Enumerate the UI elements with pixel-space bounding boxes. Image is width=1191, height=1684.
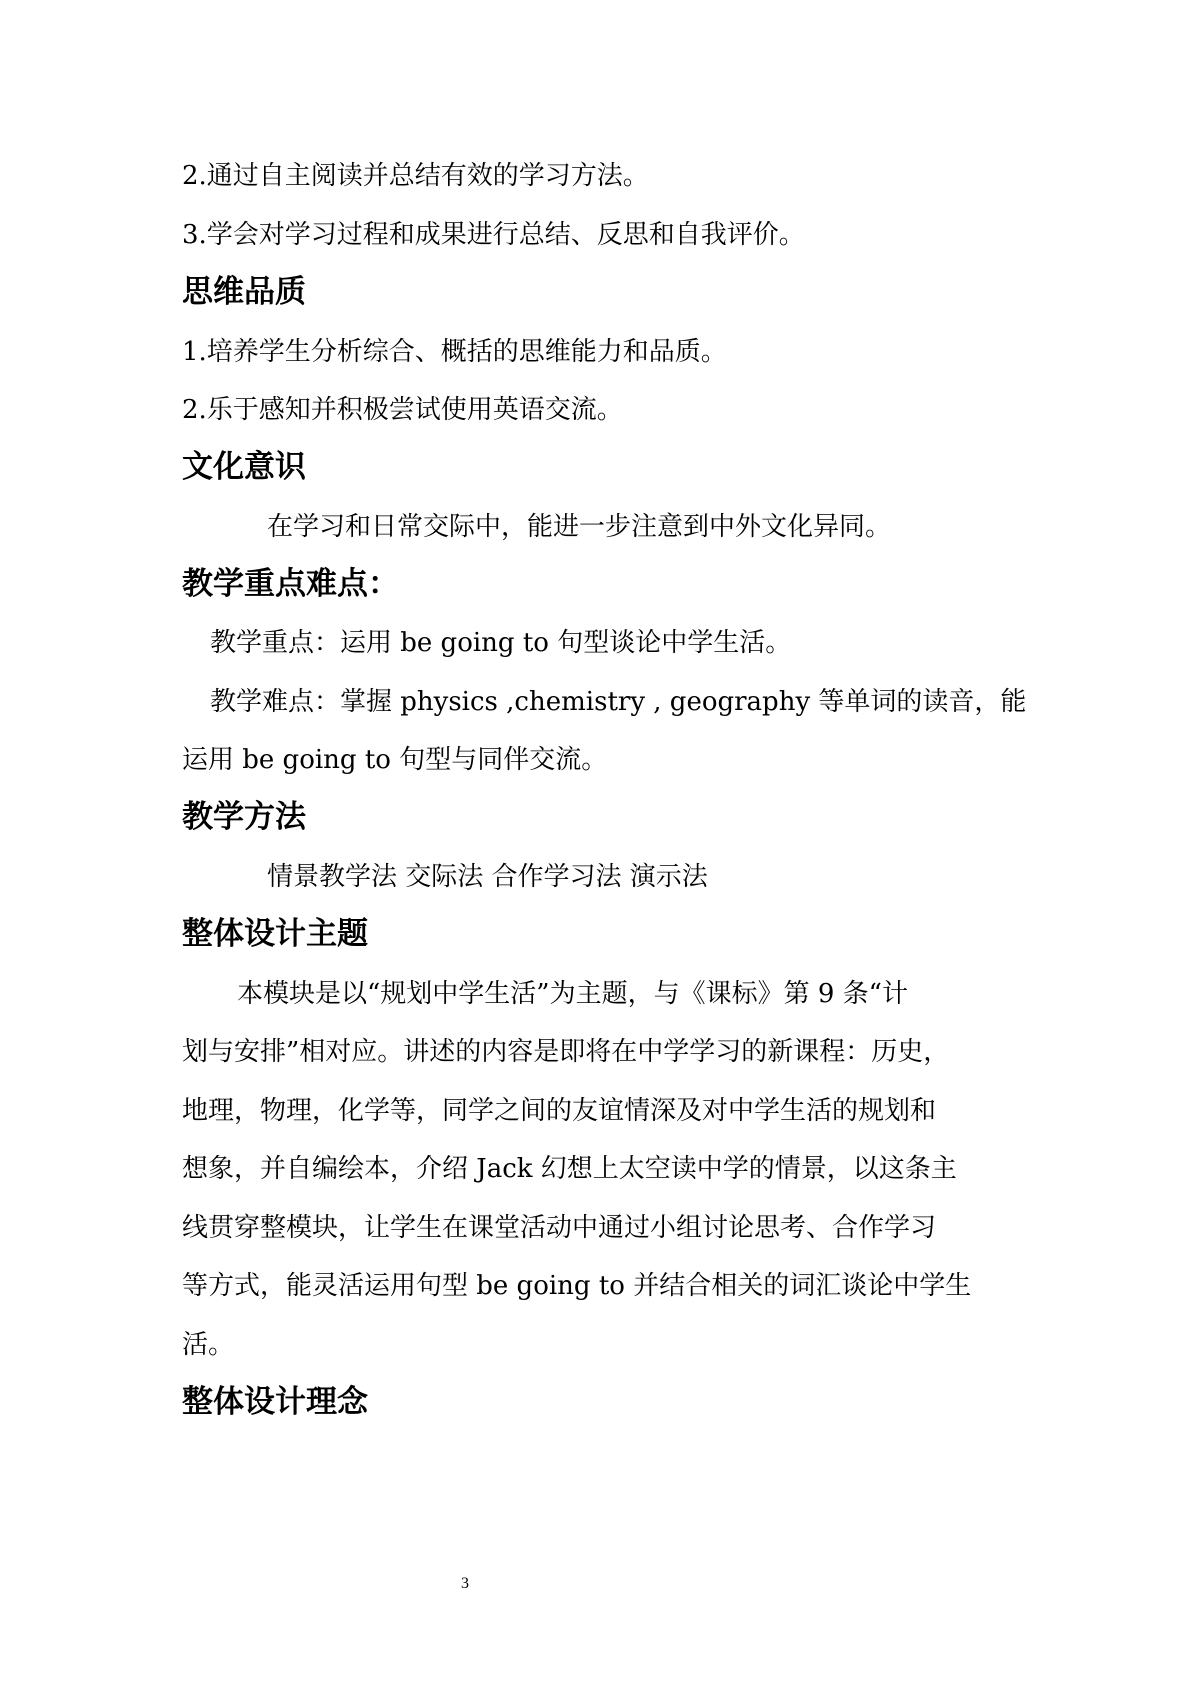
teaching-difficulty-line-2: 运用 be going to 句型与同伴交流。 [182, 745, 608, 775]
design-theme-line: 地理，物理，化学等，同学之间的友谊情深及对中学生活的规划和 [182, 1096, 937, 1126]
page-number: 3 [461, 1575, 469, 1592]
thinking-quality-heading: 思维品质 [182, 274, 306, 310]
design-theme-line: 想象，并自编绘本，介绍 Jack 幻想上太空读中学的情景，以这条主 [182, 1154, 957, 1184]
learning-ability-item-3: 3.学会对学习过程和成果进行总结、反思和自我评价。 [182, 220, 805, 250]
key-points-heading: 教学重点难点： [182, 566, 399, 602]
cultural-awareness-text: 在学习和日常交际中，能进一步注意到中外文化异同。 [267, 512, 892, 542]
design-theme-line: 等方式，能灵活运用句型 be going to 并结合相关的词汇谈论中学生 [182, 1271, 972, 1301]
teaching-difficulty-line-1: 教学难点：掌握 physics ,chemistry , geography 等单词的读音，能 [210, 687, 1027, 717]
teaching-focus: 教学重点：运用 be going to 句型谈论中学生活。 [210, 628, 792, 658]
design-concept-heading: 整体设计理念 [182, 1384, 368, 1420]
design-theme-line: 线贯穿整模块，让学生在课堂活动中通过小组讨论思考、合作学习 [182, 1213, 937, 1243]
design-theme-heading: 整体设计主题 [182, 916, 368, 952]
thinking-quality-item-2: 2.乐于感知并积极尝试使用英语交流。 [182, 395, 623, 425]
teaching-methods-text: 情景教学法 交际法 合作学习法 演示法 [267, 862, 708, 892]
design-theme-line: 本模块是以“规划中学生活”为主题，与《课标》第 9 条“计 [237, 979, 908, 1009]
teaching-methods-heading: 教学方法 [182, 799, 306, 835]
cultural-awareness-heading: 文化意识 [182, 449, 306, 485]
design-theme-line: 划与安排”相对应。讲述的内容是即将在中学学习的新课程：历史， [182, 1037, 950, 1067]
learning-ability-item-2: 2.通过自主阅读并总结有效的学习方法。 [182, 161, 649, 191]
design-theme-line: 活。 [182, 1330, 235, 1360]
thinking-quality-item-1: 1.培养学生分析综合、概括的思维能力和品质。 [182, 337, 727, 367]
